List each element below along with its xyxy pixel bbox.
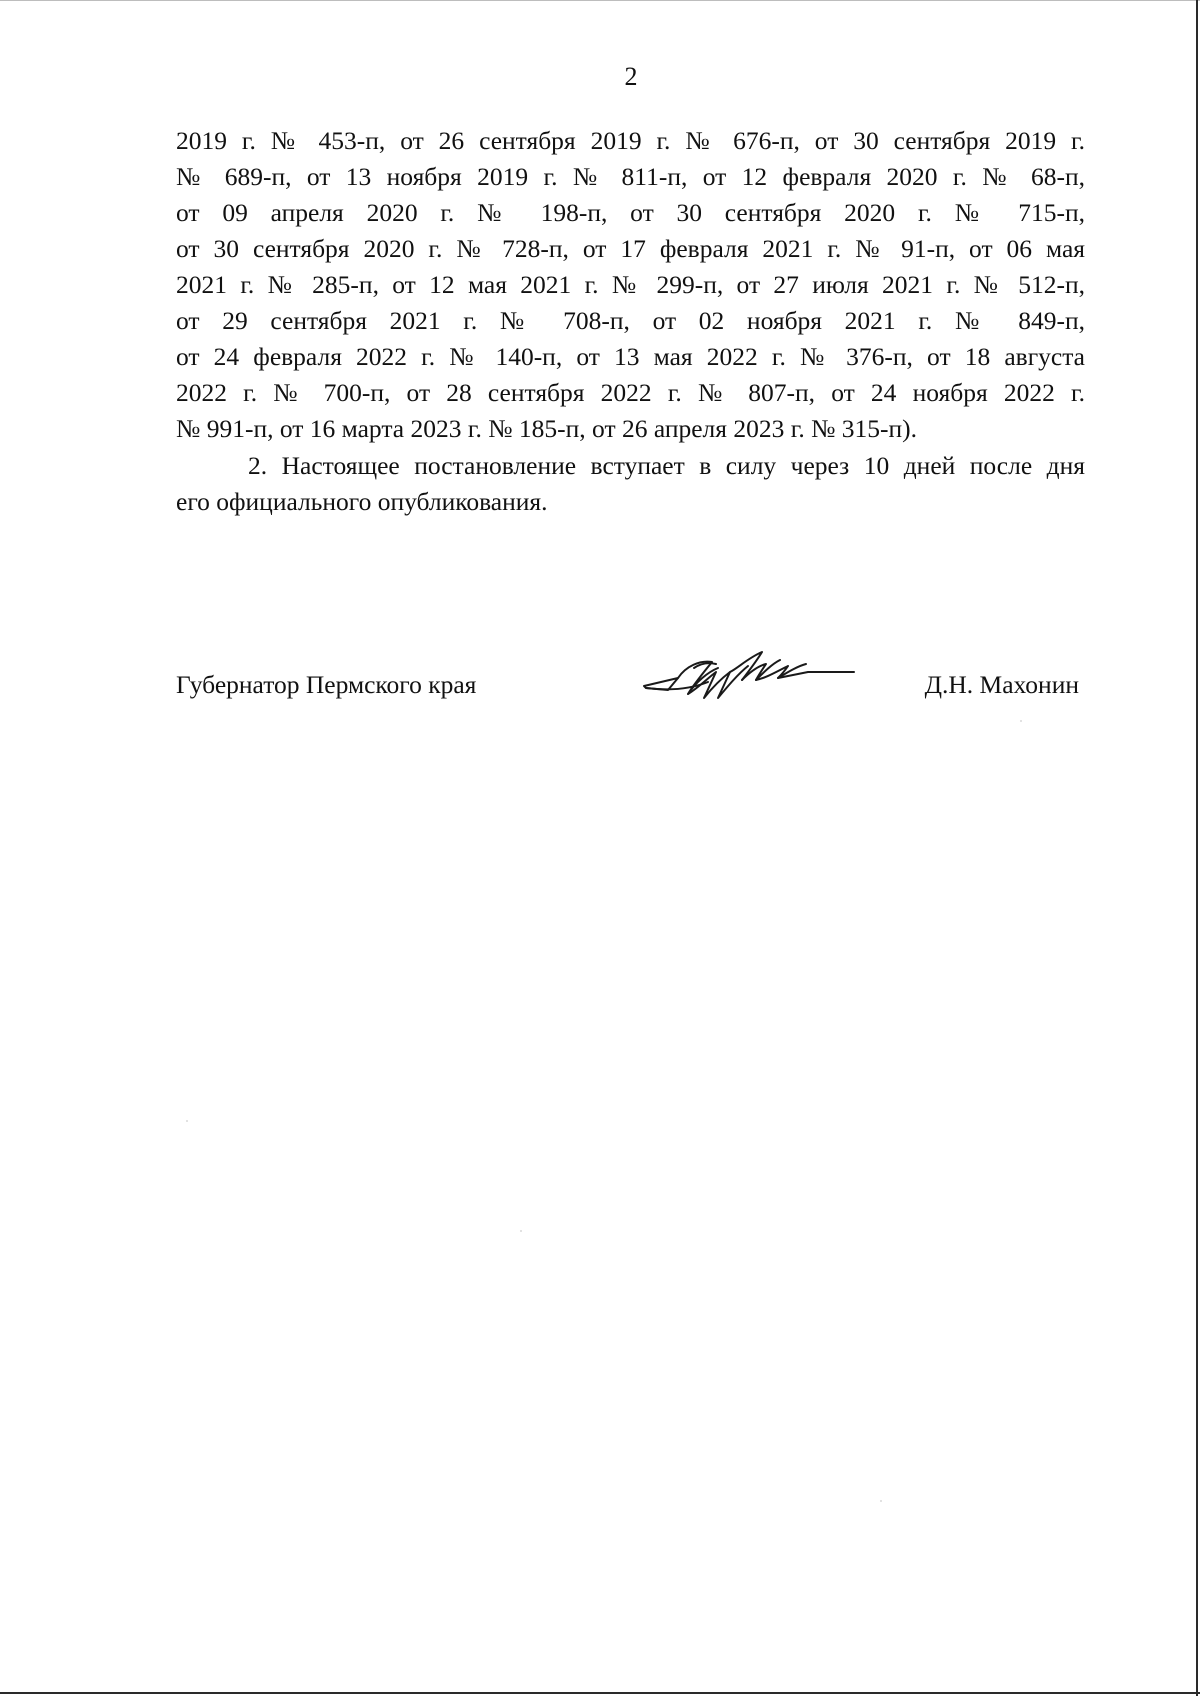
paragraph-line: 2022 г. № 700-п, от 28 сентября 2022 г. № 807-п, от 24 ноября 2022 г.	[176, 378, 1085, 407]
scan-edge-right	[1196, 0, 1198, 1696]
paragraph-line: от 24 февраля 2022 г. № 140-п, от 13 мая 2022 г. № 376-п, от 18 августа	[176, 342, 1085, 371]
paragraph-line: от 09 апреля 2020 г. № 198-п, от 30 сентября 2020 г. № 715-п,	[176, 198, 1085, 227]
scan-speck	[520, 1230, 522, 1232]
paragraph-line: от 30 сентября 2020 г. № 728-п, от 17 февраля 2021 г. № 91-п, от 06 мая	[176, 234, 1085, 263]
scan-speck	[186, 1120, 188, 1122]
scan-edge-top	[0, 0, 1200, 1]
paragraph-line: его официального опубликования.	[176, 487, 548, 516]
scan-speck	[1020, 720, 1022, 722]
paragraph-line: 2. Настоящее постановление вступает в силу через 10 дней после дня	[248, 451, 1085, 480]
paragraph-line: от 29 сентября 2021 г. № 708-п, от 02 ноября 2021 г. № 849-п,	[176, 306, 1085, 335]
scan-speck	[880, 1500, 882, 1502]
signature-block	[176, 664, 1085, 708]
handwritten-signature-icon	[638, 642, 858, 722]
paragraph-amendments-list	[176, 123, 1085, 447]
paragraph-line: 2019 г. № 453-п, от 26 сентября 2019 г. № 676-п, от 30 сентября 2019 г.	[176, 126, 1085, 155]
signatory-name: Д.Н. Махонин	[924, 670, 1079, 699]
page-number: 2	[624, 62, 638, 91]
scan-edge-bottom	[0, 1692, 1200, 1694]
paragraph-effective-date	[176, 448, 1085, 520]
paragraph-line: 2021 г. № 285-п, от 12 мая 2021 г. № 299-п, от 27 июля 2021 г. № 512-п,	[176, 270, 1085, 299]
paragraph-line: № 689-п, от 13 ноября 2019 г. № 811-п, от 12 февраля 2020 г. № 68-п,	[176, 162, 1085, 191]
signatory-title: Губернатор Пермского края	[176, 670, 477, 699]
paragraph-line: № 991-п, от 16 марта 2023 г. № 185-п, от 26 апреля 2023 г. № 315-п).	[176, 414, 918, 443]
